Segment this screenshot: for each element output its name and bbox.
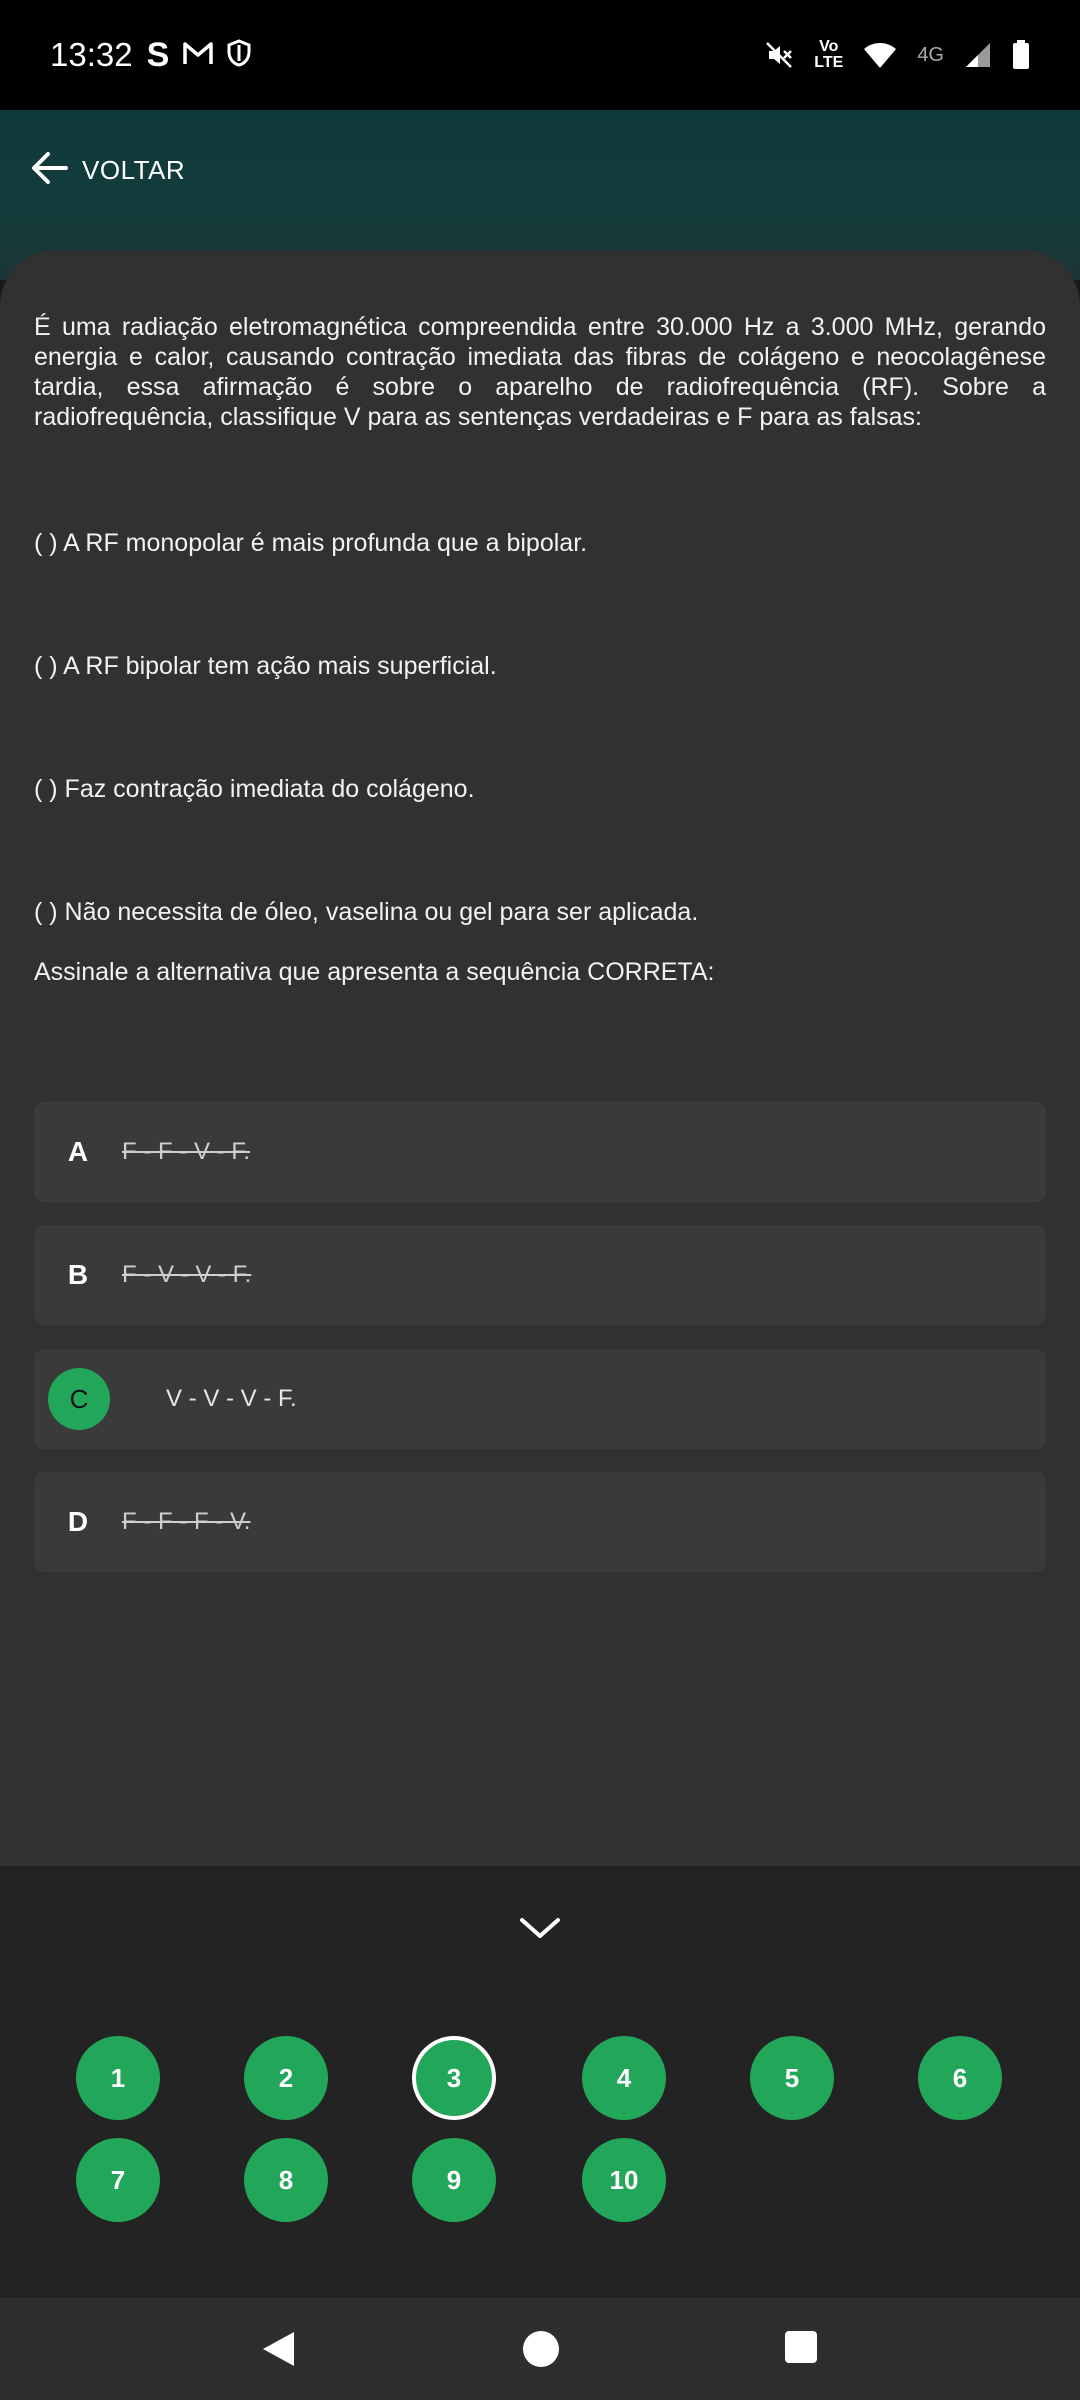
statement-1: ( ) A RF monopolar é mais profunda que a bipolar.: [34, 529, 588, 557]
recents-square-icon[interactable]: [784, 2330, 818, 2369]
question-nav-1[interactable]: 1: [76, 2036, 160, 2120]
question-nav-7[interactable]: 7: [76, 2138, 160, 2222]
back-label: VOLTAR: [82, 155, 186, 185]
option-letter: B: [67, 1259, 89, 1290]
option-text: F - F - F - V.: [122, 1508, 251, 1535]
question-nav-9[interactable]: 9: [412, 2138, 496, 2222]
statement-4: ( ) Não necessita de óleo, vaselina ou gel para ser aplicada.: [34, 898, 699, 926]
option-text: V - V - V - F.: [166, 1385, 297, 1412]
volte-icon: [814, 39, 843, 71]
status-right: [764, 39, 1030, 71]
network-type: 4G: [917, 43, 944, 66]
battery-icon: [1012, 40, 1030, 70]
option-text: F - F - V - F.: [122, 1138, 250, 1165]
volte-top: Vo: [819, 38, 839, 55]
statement-3: ( ) Faz contração imediata do colágeno.: [34, 775, 475, 803]
option-letter: A: [67, 1136, 89, 1167]
signal-icon: [964, 41, 992, 69]
question-nav-10[interactable]: 10: [582, 2138, 666, 2222]
question-nav-5[interactable]: 5: [750, 2036, 834, 2120]
home-circle-icon[interactable]: [522, 2330, 560, 2373]
statement-2: ( ) A RF bipolar tem ação mais superficial.: [34, 652, 497, 680]
status-bar: [0, 0, 1080, 110]
shield-icon: [227, 39, 251, 72]
back-triangle-icon[interactable]: [260, 2330, 296, 2373]
option-letter: D: [67, 1506, 89, 1537]
chevron-down-icon: [518, 1914, 562, 1947]
arrow-left-icon: [30, 148, 70, 193]
question-card: [0, 250, 1080, 1870]
status-left: [50, 36, 251, 75]
gmail-icon: [183, 40, 213, 71]
status-time: 13:32: [50, 36, 133, 73]
question-nav-6[interactable]: 6: [918, 2036, 1002, 2120]
back-button[interactable]: [30, 148, 185, 193]
question-nav-4[interactable]: 4: [582, 2036, 666, 2120]
option-d[interactable]: [34, 1472, 1046, 1572]
option-a[interactable]: [34, 1102, 1046, 1202]
question-nav-8[interactable]: 8: [244, 2138, 328, 2222]
system-nav-bar: [0, 2298, 1080, 2400]
mute-icon: [764, 40, 794, 70]
question-nav-3[interactable]: 3: [412, 2036, 496, 2120]
s-icon: S: [146, 35, 170, 74]
option-text: F - V - V - F.: [122, 1261, 252, 1288]
option-c[interactable]: [34, 1349, 1046, 1449]
wifi-icon: [863, 41, 897, 69]
question-text: É uma radiação eletromagnética compreendida entre 30.000 Hz a 3.000 MHz, gerando energia e calor, causando contração imediata das fibras de colágeno e neocolagênese tardia, essa afirmação é sobre o aparelho de radiofrequência (RF). Sobre a radiofrequência, classifique V para as sentenças verdadeiras e F para as falsas:: [34, 313, 1046, 431]
volte-bottom: LTE: [814, 54, 844, 71]
collapse-button[interactable]: [510, 1900, 570, 1960]
question-nav-2[interactable]: 2: [244, 2036, 328, 2120]
option-letter-selected: C: [48, 1368, 110, 1430]
question-prompt: Assinale a alternativa que apresenta a sequência CORRETA:: [34, 958, 715, 986]
option-b[interactable]: [34, 1225, 1046, 1325]
